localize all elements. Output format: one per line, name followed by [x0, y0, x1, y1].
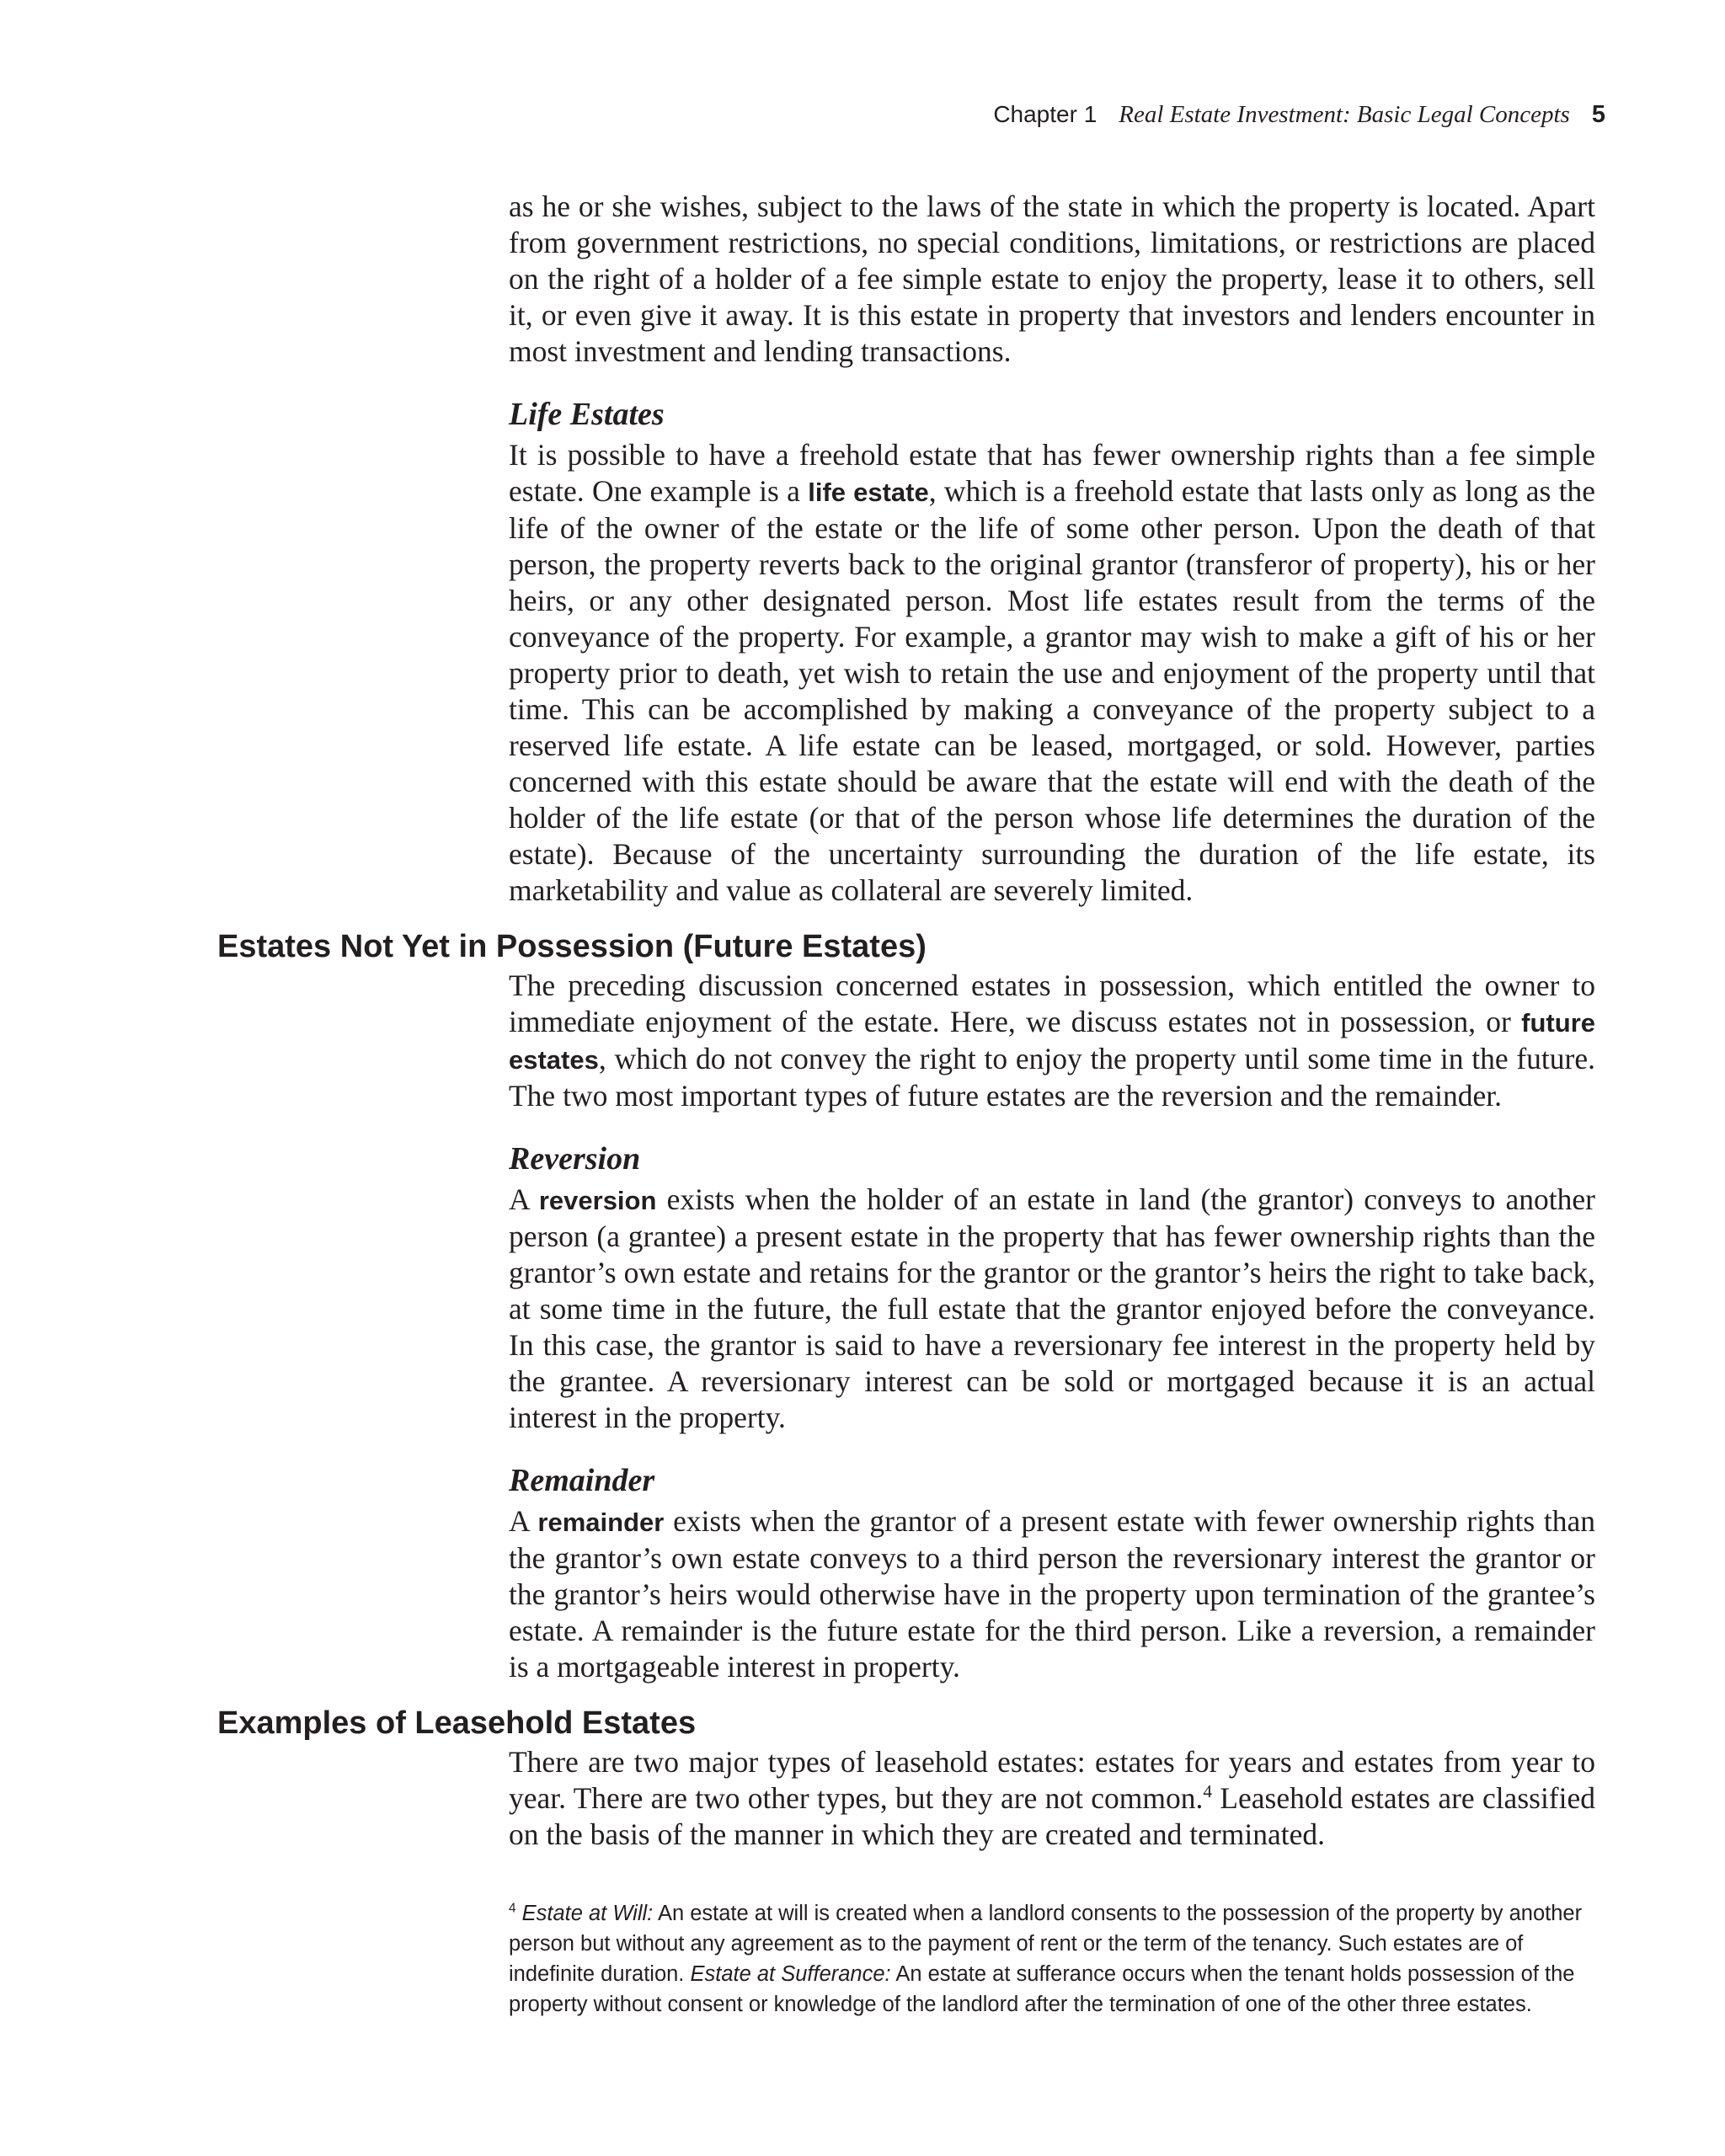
page-number: 5 [1591, 101, 1605, 128]
footnote-reference: 4 [1203, 1781, 1213, 1802]
footnote-text-1: An estate at will is created when a landlord consents to the possession of the property by another person but without any agreement as to the payment of rent or the term of the tenancy. Such estates are of indefinite duration. [509, 1902, 1583, 1986]
reversion-paragraph [509, 1182, 1595, 1436]
subheading-reversion: Reversion [509, 1141, 641, 1177]
key-term-future-estates: future estates [509, 1008, 1595, 1075]
remainder-text-2: exists when the grantor of a present estate with fewer ownership rights than the grantor’s own estate conveys to a third person the reversionary interest the grantor or the grantor’s heirs would otherwise have in the property upon termination of the grantee’s estate. A remainder is the future estate for the third person. Like a reversion, a remainder is a mortgageable interest in property. [509, 1504, 1595, 1684]
future-estates-paragraph [509, 968, 1595, 1114]
chapter-label: Chapter 1 [993, 101, 1097, 127]
running-head [993, 101, 1605, 129]
future-estates-text-2: , which do not convey the right to enjoy the property until some time in the future. The two most important types of future estates are the reversion and the remainder. [509, 1042, 1595, 1113]
life-estates-text-1: It is possible to have a freehold estate that has fewer ownership rights than a fee simple estate. One example is a [509, 438, 1595, 508]
key-term-remainder: remainder [537, 1508, 665, 1537]
footnote [509, 1898, 1595, 2020]
leasehold-text-2: Leasehold estates are classified on the basis of the manner in which they are created and terminated. [509, 1781, 1596, 1851]
life-estates-paragraph [509, 437, 1595, 909]
footnote-text-2: An estate at sufferance occurs when the tenant holds possession of the property without consent or knowledge of the landlord after the termination of one of the other three estates. [509, 1962, 1575, 2016]
section-heading-future-estates: Estates Not Yet in Possession (Future Estates) [217, 929, 927, 964]
chapter-title: Real Estate Investment: Basic Legal Concepts [1119, 101, 1570, 128]
reversion-text-2: exists when the holder of an estate in land (the grantor) conveys to another person (a grantee) a present estate in the property that has fewer ownership rights than the grantor’s own estate and retains for the grantor or the grantor’s heirs the right to take back, at some time in the future, the full estate that the grantor enjoyed before the conveyance. In this case, the grantor is said to have a reversionary fee interest in the property held by the grantee. A reversionary interest can be sold or mortgaged because it is an actual interest in the property. [509, 1182, 1595, 1434]
leasehold-paragraph [509, 1744, 1595, 1853]
main-text-column [217, 189, 1596, 1853]
footnote-term-estate-at-will: Estate at Will: [521, 1902, 654, 1925]
key-term-life-estate: life estate [808, 478, 929, 507]
footnote-term-estate-at-sufferance: Estate at Sufferance: [690, 1962, 891, 1986]
remainder-paragraph [509, 1503, 1595, 1685]
section-heading-leasehold-estates: Examples of Leasehold Estates [217, 1705, 697, 1741]
footnote-marker: 4 [509, 1901, 516, 1916]
key-term-reversion: reversion [538, 1186, 657, 1215]
intro-paragraph: as he or she wishes, subject to the laws of the state in which the property is located. Apart from government restrictions, no special conditions, limitations, or restrictions are placed on the right of a holder of a fee simple estate to enjoy the property, lease it to others, sell it, or even give it away. It is this estate in property that investors and lenders encounter in most investment and lending transactions. [509, 189, 1595, 368]
future-estates-text-1: The preceding discussion concerned estates in possession, which entitled the owner to immediate enjoyment of the estate. Here, we discuss estates not in possession, or [509, 969, 1595, 1038]
reversion-text-1: A [509, 1182, 539, 1216]
remainder-text-1: A [509, 1504, 538, 1538]
life-estates-text-2: , which is a freehold estate that lasts only as long as the life of the owner of the estate or the life of some other person. Upon the death of that person, the property reverts back to the original grantor (transferor of property), his or her heirs, or any other designated person. Most life estates result from the terms of the conveyance of the property. For example, a grantor may wish to make a gift of his or her property prior to death, yet wish to retain the use and enjoyment of the property until that time. This can be accomplished by making a conveyance of the property subject to a reserved life estate. A life estate can be leased, mortgaged, or sold. However, parties concerned with this estate should be aware that the estate will end with the death of the holder of the life estate (or that of the person whose life determines the duration of the estate). Because of the uncertainty surrounding the duration of the life estate, its marketability and value as collateral are severely limited. [509, 474, 1596, 907]
subheading-life-estates: Life Estates [509, 397, 665, 432]
subheading-remainder: Remainder [509, 1463, 655, 1498]
leasehold-text-1: There are two major types of leasehold estates: estates for years and estates from year to year. There are two other types, but they are not common. [509, 1745, 1595, 1815]
